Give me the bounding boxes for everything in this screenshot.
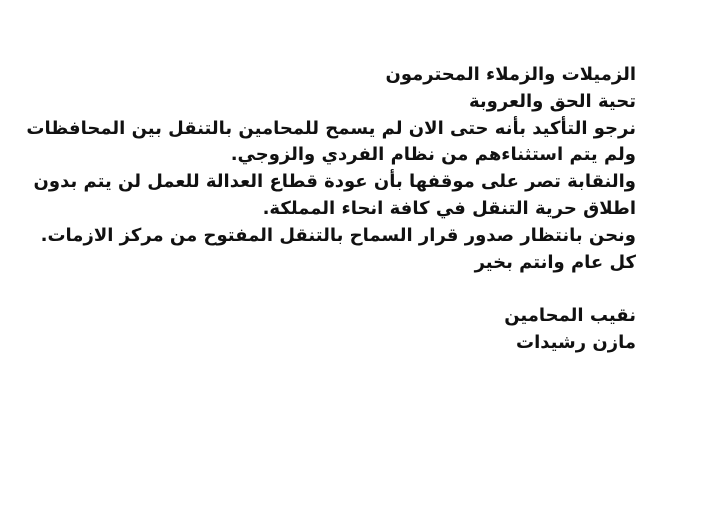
closing-line: كل عام وانتم بخير — [474, 251, 636, 273]
body-line: والنقابة تصر على موقفها بأن عودة قطاع العدالة للعمل لن يتم بدون — [33, 171, 636, 193]
letter-body — [26, 62, 636, 357]
salutation-line: تحية الحق والعروبة — [469, 90, 636, 112]
body-line: ونحن بانتظار صدور قرار السماح بالتنقل المفتوح من مركز الازمات. — [40, 224, 636, 246]
paragraph-spacer — [76, 276, 636, 303]
body-line: نرجو التأكيد بأنه حتى الان لم يسمح للمحامين بالتنقل بين المحافظات — [26, 117, 636, 139]
body-line: اطلاق حرية التنقل في كافة انحاء المملكة. — [262, 197, 636, 219]
signature-title: نقيب المحامين — [504, 305, 636, 327]
signature-name: مازن رشيدات — [516, 331, 636, 353]
body-line: ولم يتم استثناءهم من نظام الفردي والزوجي. — [230, 144, 636, 166]
greeting-line: الزميلات والزملاء المحترمون — [385, 64, 636, 85]
